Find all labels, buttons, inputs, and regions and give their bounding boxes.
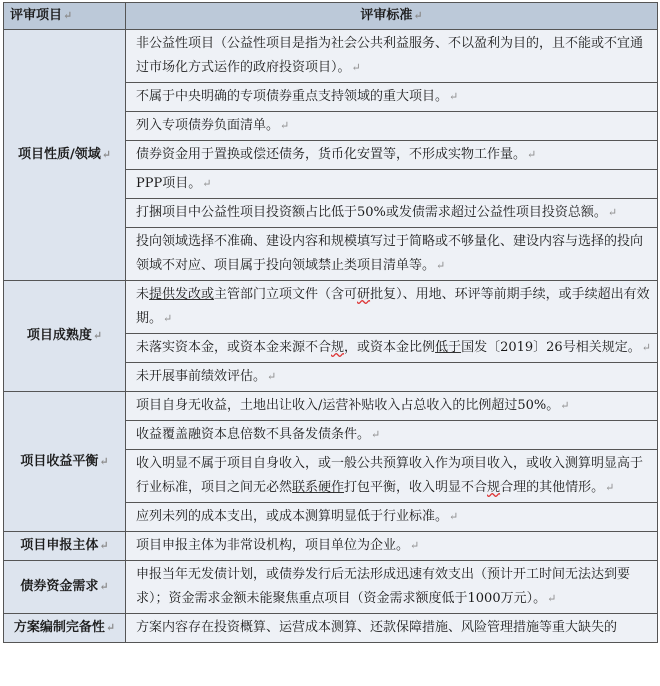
paragraph-mark-icon: ↵ bbox=[63, 9, 73, 22]
criterion-cell: 项目申报主体为非常设机构，项目单位为企业。↵ bbox=[126, 532, 658, 561]
criterion-cell: 投向领域选择不准确、建设内容和规模填写过于简略或不够量化、建设内容与选择的投向领域不对应、项目属于投向领域禁止类项目清单等。↵ bbox=[126, 228, 658, 281]
paragraph-mark-icon: ↵ bbox=[105, 621, 116, 634]
criterion-cell: 申报当年无发债计划，或债券发行后无法形成迅速有效支出（预计开工时间无法达到要求）；资金需求金额未能聚焦重点项目（资金需求额度低于1000万元）。↵ bbox=[126, 561, 658, 614]
category-cell: 债券资金需求↵ bbox=[4, 561, 126, 614]
paragraph-mark-icon: ↵ bbox=[351, 61, 361, 74]
criterion-cell: 债券资金用于置换或偿还债务，货币化安置等，不形成实物工作量。↵ bbox=[126, 141, 658, 170]
paragraph-mark-icon: ↵ bbox=[605, 481, 615, 494]
paragraph-mark-icon: ↵ bbox=[547, 592, 557, 605]
criterion-cell: 应列未列的成本支出，或成本测算明显低于行业标准。↵ bbox=[126, 503, 658, 532]
review-criteria-table bbox=[3, 2, 658, 643]
header-review-standard: 评审标准↵ bbox=[126, 3, 658, 30]
criterion-cell: 未落实资本金，或资本金来源不合规，或资本金比例低于国发〔2019〕26号相关规定。↵ bbox=[126, 334, 658, 363]
paragraph-mark-icon: ↵ bbox=[371, 428, 381, 441]
table-row bbox=[4, 532, 658, 561]
paragraph-mark-icon: ↵ bbox=[92, 329, 103, 342]
paragraph-mark-icon: ↵ bbox=[267, 370, 277, 383]
criterion-cell: 项目自身无收益，土地出让收入/运营补贴收入占总收入的比例超过50%。↵ bbox=[126, 392, 658, 421]
category-cell: 项目收益平衡↵ bbox=[4, 392, 126, 532]
criterion-cell: 未开展事前绩效评估。↵ bbox=[126, 363, 658, 392]
criterion-cell: PPP项目。↵ bbox=[126, 170, 658, 199]
category-cell: 方案编制完备性↵ bbox=[4, 614, 126, 643]
paragraph-mark-icon: ↵ bbox=[99, 580, 109, 593]
table-row bbox=[4, 281, 658, 334]
paragraph-mark-icon: ↵ bbox=[527, 148, 537, 161]
paragraph-mark-icon: ↵ bbox=[280, 119, 290, 132]
paragraph-mark-icon: ↵ bbox=[202, 177, 212, 190]
paragraph-mark-icon: ↵ bbox=[607, 206, 618, 219]
criterion-cell: 列入专项债券负面清单。↵ bbox=[126, 112, 658, 141]
paragraph-mark-icon: ↵ bbox=[641, 341, 651, 354]
spellcheck-underlined-text: 研 bbox=[357, 287, 371, 302]
table-header-row bbox=[4, 3, 658, 30]
underlined-text: 提供发改或 bbox=[149, 287, 215, 302]
paragraph-mark-icon: ↵ bbox=[449, 90, 459, 103]
paragraph-mark-icon: ↵ bbox=[560, 399, 570, 412]
underlined-text: 联系硬作 bbox=[292, 480, 345, 495]
spellcheck-underlined-text: 规 bbox=[487, 480, 501, 495]
table-row bbox=[4, 30, 658, 83]
criterion-cell: 非公益性项目（公益性项目是指为社会公共利益服务、不以盈利为目的，且不能或不宜通过市场化方式运作的政府投资项目）。↵ bbox=[126, 30, 658, 83]
category-cell: 项目性质/领域↵ bbox=[4, 30, 126, 281]
category-cell: 项目申报主体↵ bbox=[4, 532, 126, 561]
criterion-cell: 不属于中央明确的专项债券重点支持领域的重大项目。↵ bbox=[126, 83, 658, 112]
table-row bbox=[4, 561, 658, 614]
paragraph-mark-icon: ↵ bbox=[163, 312, 173, 325]
criterion-cell: 收益覆盖融资本息倍数不具备发债条件。↵ bbox=[126, 421, 658, 450]
paragraph-mark-icon: ↵ bbox=[101, 148, 111, 161]
criterion-cell: 打捆项目中公益性项目投资额占比低于50%或发债需求超过公益性项目投资总额。↵ bbox=[126, 199, 658, 228]
underlined-text: 低于 bbox=[435, 340, 462, 355]
category-cell: 项目成熟度↵ bbox=[4, 281, 126, 392]
paragraph-mark-icon: ↵ bbox=[99, 539, 109, 552]
paragraph-mark-icon: ↵ bbox=[99, 454, 109, 468]
paragraph-mark-icon: ↵ bbox=[413, 9, 423, 22]
table-row bbox=[4, 614, 658, 643]
paragraph-mark-icon: ↵ bbox=[410, 539, 420, 552]
criterion-cell: 方案内容存在投资概算、运营成本测算、还款保障措施、风险管理措施等重大缺失的 bbox=[126, 614, 658, 643]
criterion-cell: 收入明显不属于项目自身收入，或一般公共预算收入作为项目收入，或收入测算明显高于行业标准，项目之间无必然联系硬作打包平衡，收入明显不合规合理的其他情形。↵ bbox=[126, 450, 658, 503]
table-row bbox=[4, 392, 658, 421]
spellcheck-underlined-text: 规 bbox=[331, 340, 345, 355]
paragraph-mark-icon: ↵ bbox=[449, 510, 459, 523]
header-review-item: 评审项目↵ bbox=[4, 3, 126, 30]
paragraph-mark-icon: ↵ bbox=[436, 259, 446, 272]
criterion-cell: 未提供发改或主管部门立项文件（含可研批复）、用地、环评等前期手续，或手续超出有效期。↵ bbox=[126, 281, 658, 334]
